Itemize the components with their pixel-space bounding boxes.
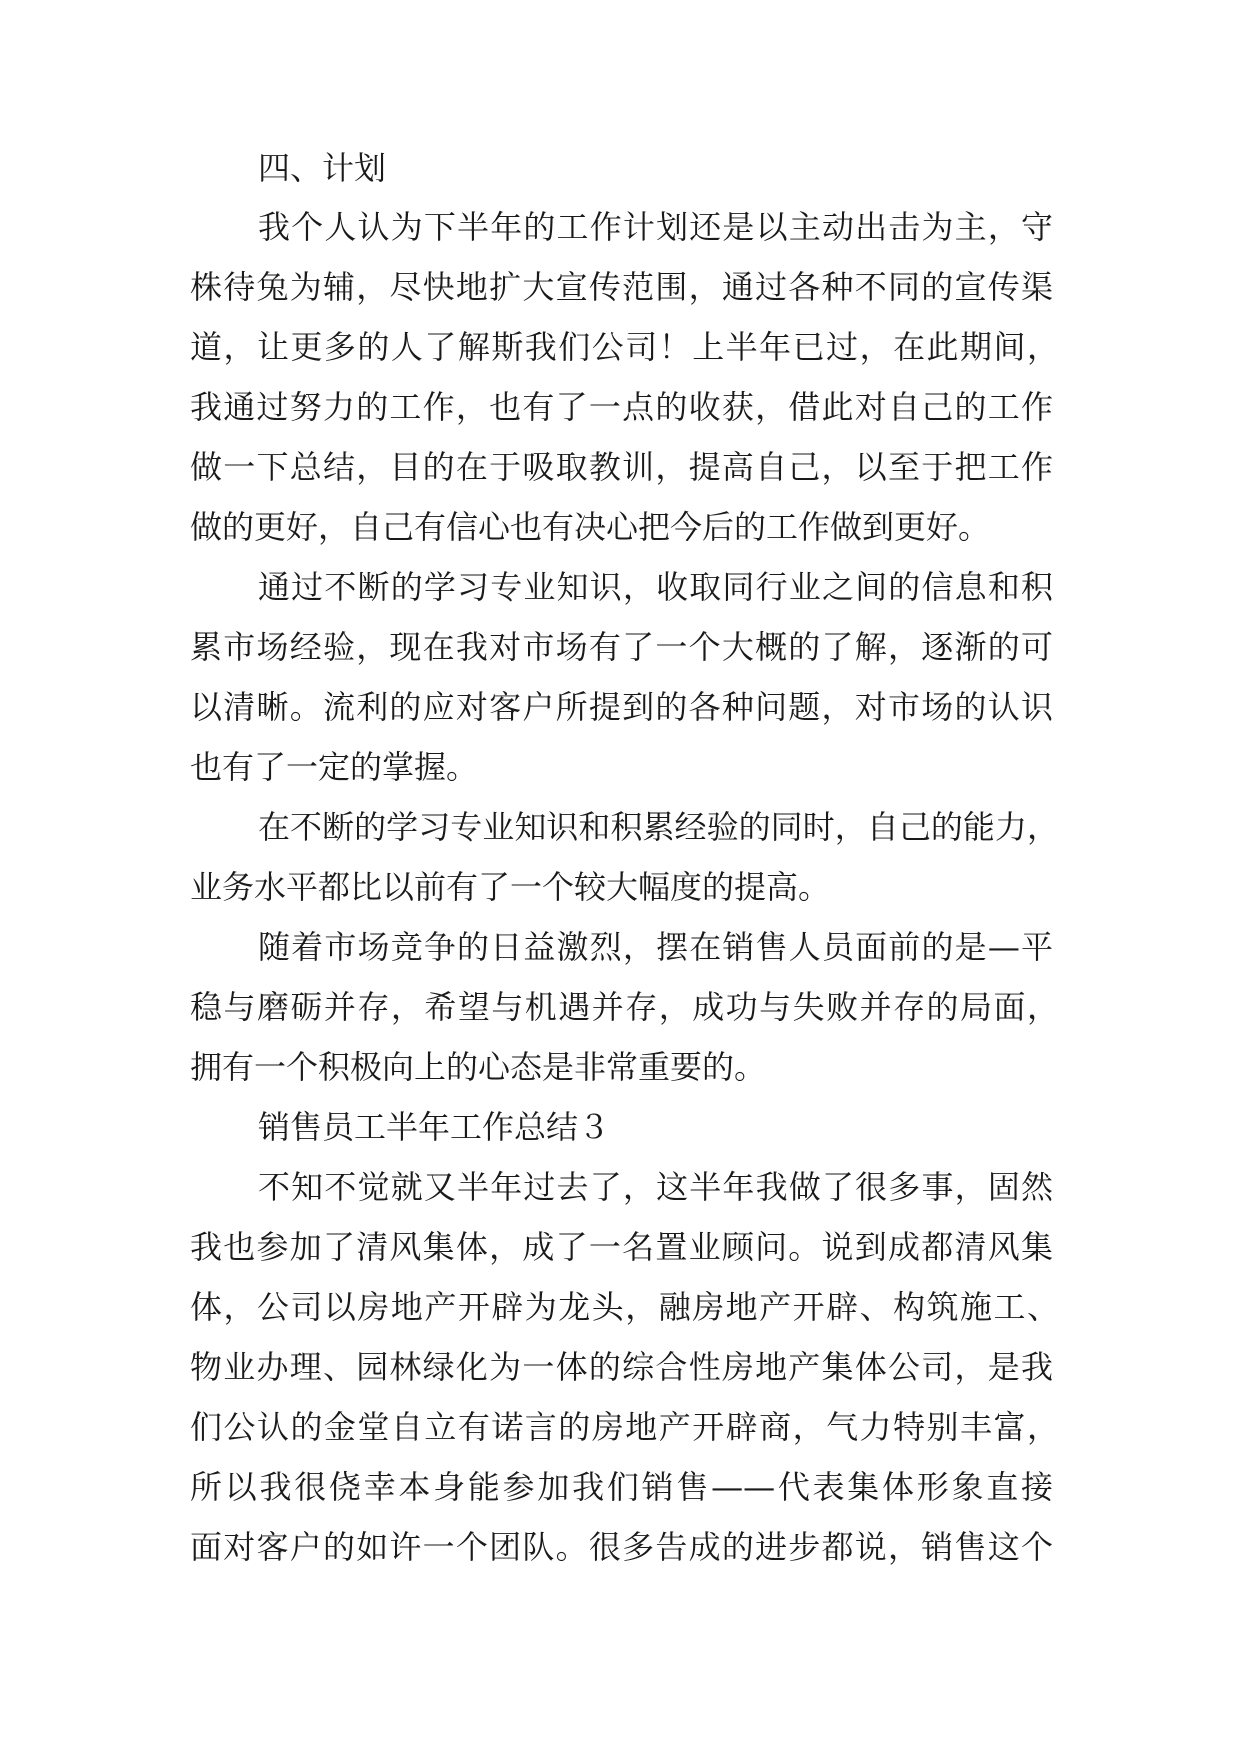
text-line: 面对客户的如许一个团队。很多告成的进步都说，销售这个 xyxy=(190,1528,1053,1566)
text-line: 所以我很侥幸本身能参加我们销售——代表集体形象直接 xyxy=(190,1468,1053,1506)
text-line: 株待兔为辅，尽快地扩大宣传范围，通过各种不同的宣传渠 xyxy=(190,268,1053,306)
text-line: 们公认的金堂自立有诺言的房地产开辟商，气力特别丰富， xyxy=(190,1408,1059,1446)
text-line: 做一下总结，目的在于吸取教训，提高自己，以至于把工作 xyxy=(190,448,1053,486)
text-line: 道，让更多的人了解斯我们公司！上半年已过，在此期间， xyxy=(190,328,1059,366)
text-line: 随着市场竞争的日益激烈，摆在销售人员面前的是—平 xyxy=(258,928,1053,966)
section-heading: 销售员工半年工作总结３ xyxy=(258,1108,611,1146)
text-line: 体，公司以房地产开辟为龙头，融房地产开辟、构筑施工、 xyxy=(190,1288,1059,1326)
text-line: 我也参加了清风集体，成了一名置业顾问。说到成都清风集 xyxy=(190,1228,1053,1266)
text-line: 累市场经验，现在我对市场有了一个大概的了解，逐渐的可 xyxy=(190,628,1053,666)
text-line: 也有了一定的掌握。 xyxy=(190,748,479,786)
text-line: 业务水平都比以前有了一个较大幅度的提高。 xyxy=(190,868,831,906)
text-line: 通过不断的学习专业知识，收取同行业之间的信息和积 xyxy=(258,568,1053,606)
text-line: 以清晰。流利的应对客户所提到的各种问题，对市场的认识 xyxy=(190,688,1053,726)
text-line: 拥有一个积极向上的心态是非常重要的。 xyxy=(190,1048,767,1086)
text-line: 不知不觉就又半年过去了，这半年我做了很多事，固然 xyxy=(258,1168,1053,1206)
text-line: 我通过努力的工作，也有了一点的收获，借此对自己的工作 xyxy=(190,388,1053,426)
text-line: 我个人认为下半年的工作计划还是以主动出击为主，守 xyxy=(258,208,1053,246)
section-heading: 四、计划 xyxy=(258,149,387,187)
text-line: 稳与磨砺并存，希望与机遇并存，成功与失败并存的局面， xyxy=(190,988,1059,1026)
text-line: 物业办理、园林绿化为一体的综合性房地产集体公司，是我 xyxy=(190,1348,1053,1386)
text-line: 在不断的学习专业知识和积累经验的同时，自己的能力， xyxy=(258,808,1059,846)
text-line: 做的更好，自己有信心也有决心把今后的工作做到更好。 xyxy=(190,508,991,546)
